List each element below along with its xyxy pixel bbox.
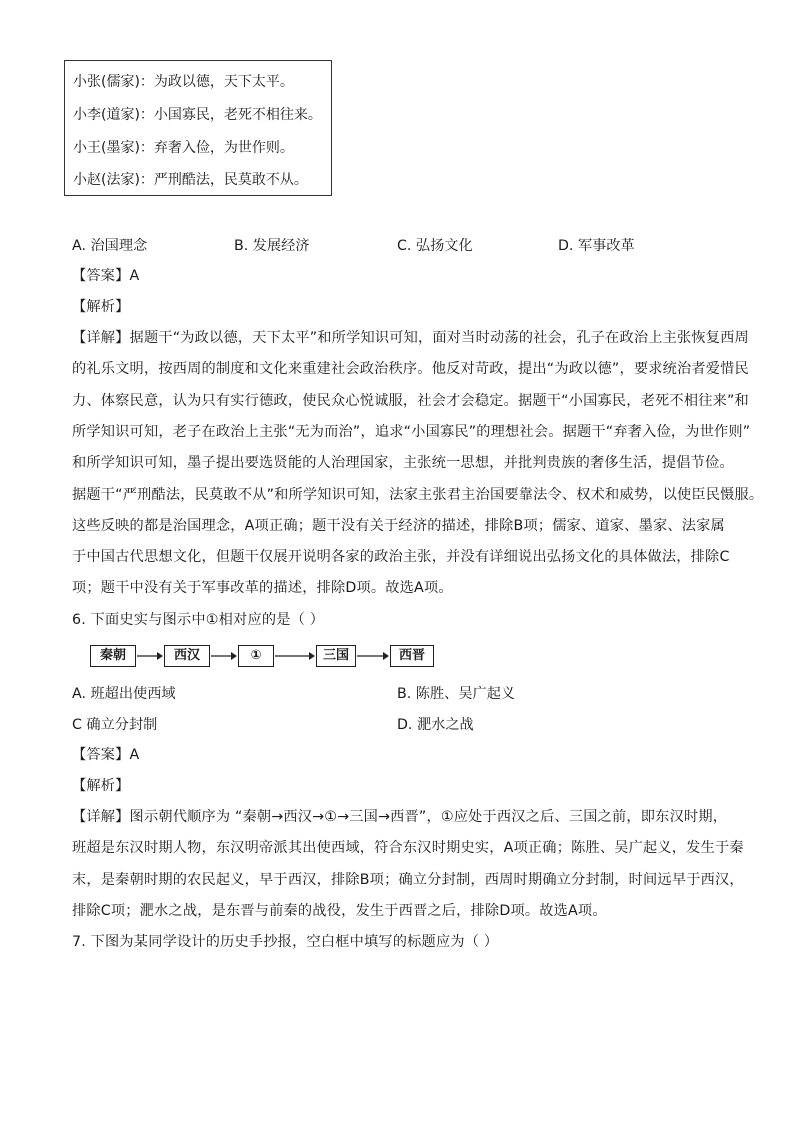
flow-box-western-jin: 西晋	[390, 645, 434, 667]
q6-option-b: B. 陈胜、吴广起义	[397, 686, 516, 702]
q6-detail-line: 排除C项；淝水之战，是东晋与前秦的战役，发生于西晋之后，排除D项。故选A项。	[72, 903, 607, 919]
q6-detail-line: 班超是东汉时期人物，东汉明帝派其出使西域，符合东汉时期史实，A项正确；陈胜、吴广起义，发生于秦	[72, 840, 744, 856]
q5-option-a: A. 治国理念	[72, 238, 148, 254]
q5-detail-line: 【详解】据题干“为政以德，天下太平”和所学知识可知，面对当时动荡的社会，孔子在政治上主张恢复西周	[72, 330, 749, 346]
q5-analysis-label: 【解析】	[72, 299, 130, 315]
q5-detail-line: 据题干“严刑酷法，民莫敢不从”和所学知识可知，法家主张君主治国要靠法令、权术和威势，以使臣民慑服。	[72, 487, 764, 503]
q5-detail-line: 力、体察民意，认为只有实行德政，使民众心悦诚服，社会才会稳定。据题干“小国寡民，老死不相往来”和	[72, 393, 749, 409]
quote-box	[64, 60, 332, 196]
q5-option-d: D. 军事改革	[558, 238, 635, 254]
q5-detail-line: 于中国古代思想文化，但题干仅展开说明各家的政治主张，并没有详细说出弘扬文化的具体做法，排除C	[72, 549, 730, 565]
q5-detail-line: 和所学知识可知，墨子提出要选贤能的人治理国家，主张统一思想，并批判贵族的奢侈生活，提倡节俭。	[72, 455, 734, 471]
q5-detail-line: 项；题干中没有关于军事改革的描述，排除D项。故选A项。	[72, 580, 453, 596]
q7-stem: 7. 下图为某同学设计的历史手抄报，空白框中填写的标题应为（ ）	[72, 934, 499, 950]
q5-detail-line: 的礼乐文明，按西周的制度和文化来重建社会政治秩序。他反对苛政，提出“为政以德”，要求统治者爱惜民	[72, 361, 749, 377]
quote-line-mohist: 小王(墨家)：弃奢入俭，为世作则。	[73, 140, 294, 156]
quote-line-confucian: 小张(儒家)：为政以德，天下太平。	[73, 74, 294, 90]
q6-detail-line: 末，是秦朝时期的农民起义，早于西汉，排除B项；确立分封制，西周时期确立分封制，时间远早于西汉，	[72, 872, 744, 888]
arrow-right-icon	[275, 650, 315, 662]
flow-box-qin: 秦朝	[90, 645, 136, 667]
q5-answer: 【答案】A	[72, 268, 140, 284]
q6-analysis-label: 【解析】	[72, 778, 130, 794]
q6-option-d: D. 淝水之战	[397, 717, 474, 733]
flow-box-three-kingdoms: 三国	[316, 645, 356, 667]
q5-detail-line: 这些反映的都是治国理念，A项正确；题干没有关于经济的描述，排除B项；儒家、道家、墨家、法家属	[72, 518, 725, 534]
arrow-right-icon	[211, 650, 237, 662]
quote-line-daoist: 小李(道家)：小国寡民，老死不相往来。	[73, 107, 322, 123]
q6-detail-line: 【详解】图示朝代顺序为 “秦朝→西汉→①→三国→西晋”，①应处于西汉之后、三国之前，即东汉时期，	[72, 809, 728, 825]
flow-box-western-han: 西汉	[164, 645, 210, 667]
q5-option-c: C. 弘扬文化	[397, 238, 473, 254]
q5-option-b: B. 发展经济	[234, 238, 310, 254]
q6-option-a: A. 班超出使西域	[72, 686, 176, 702]
quote-line-legalist: 小赵(法家)：严刑酷法，民莫敢不从。	[73, 172, 308, 188]
arrow-right-icon	[357, 650, 389, 662]
q6-answer: 【答案】A	[72, 747, 140, 763]
q5-detail-line: 所学知识可知，老子在政治上主张“无为而治”，追求“小国寡民”的理想社会。据题干“弃奢入俭，为世作则”	[72, 424, 751, 440]
dynasty-flow-diagram	[90, 645, 450, 669]
q6-stem: 6. 下面史实与图示中①相对应的是（ ）	[72, 612, 325, 628]
q6-option-c: C 确立分封制	[72, 717, 158, 733]
arrow-right-icon	[137, 650, 163, 662]
flow-box-blank: ①	[238, 645, 274, 667]
